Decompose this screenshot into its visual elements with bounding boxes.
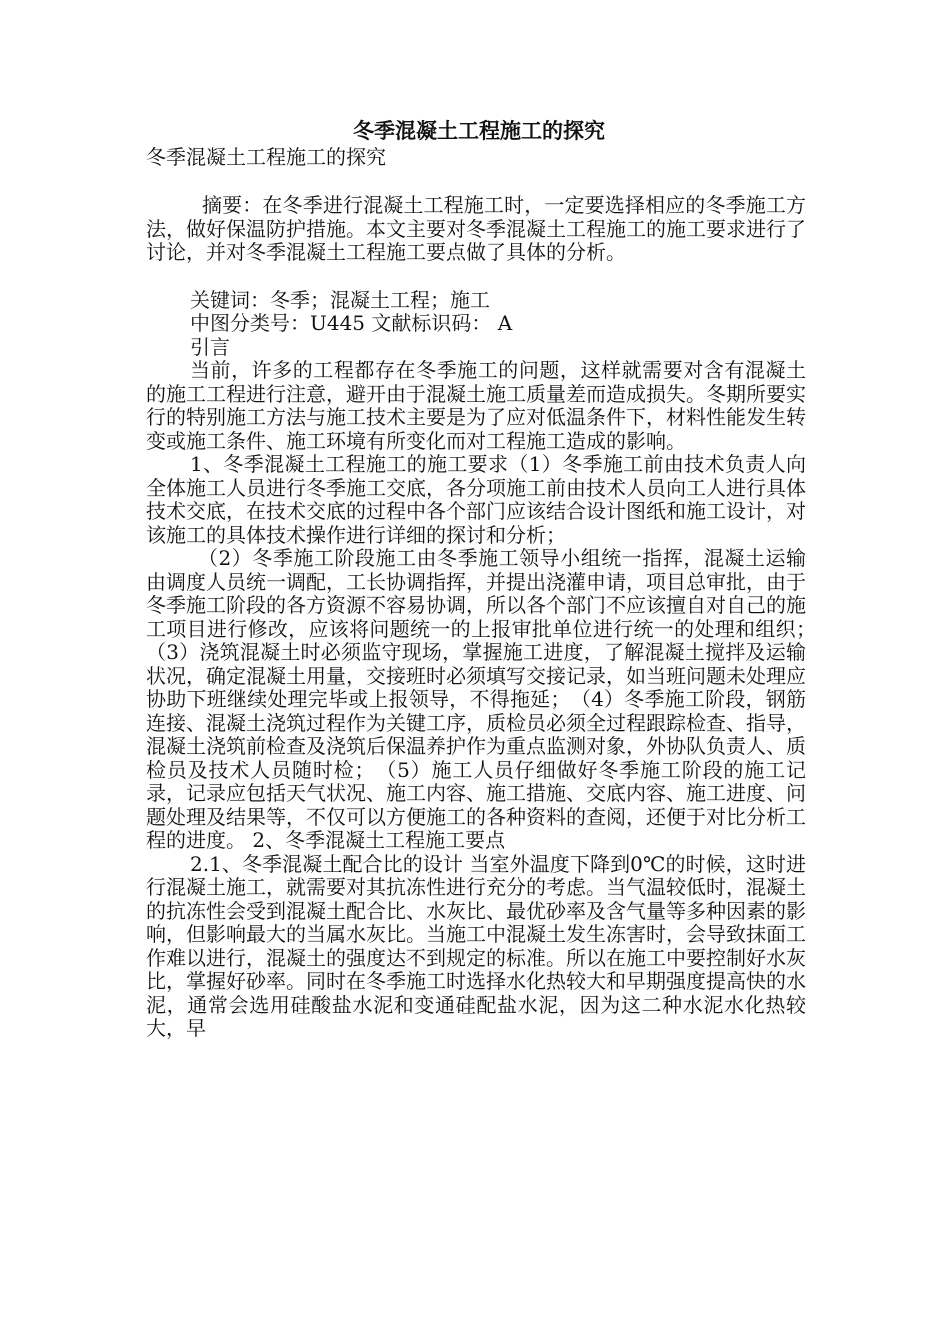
document-title: 冬季混凝土工程施工的探究	[353, 118, 605, 143]
document-page	[146, 118, 826, 1041]
intro-paragraph: 当前，许多的工程都存在冬季施工的问题，这样就需要对含有混凝土的施工工程进行注意，避开由于混凝土施工质量差而造成损失。冬期所要实行的特别施工方法与施工技术主要是为了应对低温条件下，材料性能发生转变或施工条件、施工环境有所变化而对工程施工造成的影响。	[146, 358, 806, 453]
keywords-line: 关键词：冬季；混凝土工程；施工	[190, 287, 490, 312]
section-1-continued-paragraph: （2）冬季施工阶段施工由冬季施工领导小组统一指挥，混凝土运输由调度人员统一调配，工长协调指挥，并提出浇灌申请，项目总审批，由于冬季施工阶段的各方资源不容易协调，所以各个部门不应该擅自对自己的施工项目进行修改，应该将问题统一的上报审批单位进行统一的处理和组织； （3）浇筑混凝土时必须监守现场，掌握施工进度，了解混凝土搅拌及运输状况，确定混凝土用量，交接班时必须填写交接记录，如当班问题未处理应协助下班继续处理完毕或上报领导，不得拖延； （4）冬季施工阶段，钢筋连接、混凝土浇筑过程作为关键工序，质检员必须全过程跟踪检查、指导，混凝土浇筑前检查及浇筑后保温养护作为重点监测对象，外协队负责人、质检员及技术人员随时检； （5）施工人员仔细做好冬季施工阶段的施工记录，记录应包括天气状况、施工内容、施工措施、交底内容、施工进度、问题处理及结果等，不仅可以方便施工的各种资料的查阅，还便于对比分析工程的进度。 2、冬季混凝土工程施工要点	[146, 546, 826, 852]
document-subtitle: 冬季混凝土工程施工的探究	[146, 145, 386, 169]
abstract-paragraph: 摘要：在冬季进行混凝土工程施工时，一定要选择相应的冬季施工方法，做好保温防护措施。本文主要对冬季混凝土工程施工的施工要求进行了讨论，并对冬季混凝土工程施工要点做了具体的分析。	[146, 193, 806, 264]
intro-heading: 引言	[190, 334, 230, 359]
spacer	[146, 170, 806, 194]
spacer	[146, 265, 806, 289]
classification-line: 中图分类号：U445 文献标识码： A	[190, 311, 513, 335]
section-1-paragraph: 1、冬季混凝土工程施工的施工要求（1）冬季施工前由技术负责人向全体施工人员进行冬季施工交底，各分项施工前由技术人员向工人进行具体技术交底，在技术交底的过程中各个部门应该结合设计图纸和施工设计，对该施工的具体技术操作进行详细的探讨和分析；	[146, 452, 806, 547]
section-2-1-paragraph: 2.1、冬季混凝土配合比的设计 当室外温度下降到0℃的时候，这时进行混凝土施工，就需要对其抗冻性进行充分的考虑。当气温较低时，混凝土的抗冻性会受到混凝土配合比、水灰比、最优砂率及含气量等多种因素的影响，但影响最大的当属水灰比。当施工中混凝土发生冻害时，会导致抹面工作难以进行，混凝土的强度达不到规定的标准。所以在施工中要控制好水灰比，掌握好砂率。同时在冬季施工时选择水化热较大和早期强度提高快的水泥，通常会选用硅酸盐水泥和变通硅配盐水泥，因为这二种水泥水化热较大，早	[146, 851, 806, 1040]
